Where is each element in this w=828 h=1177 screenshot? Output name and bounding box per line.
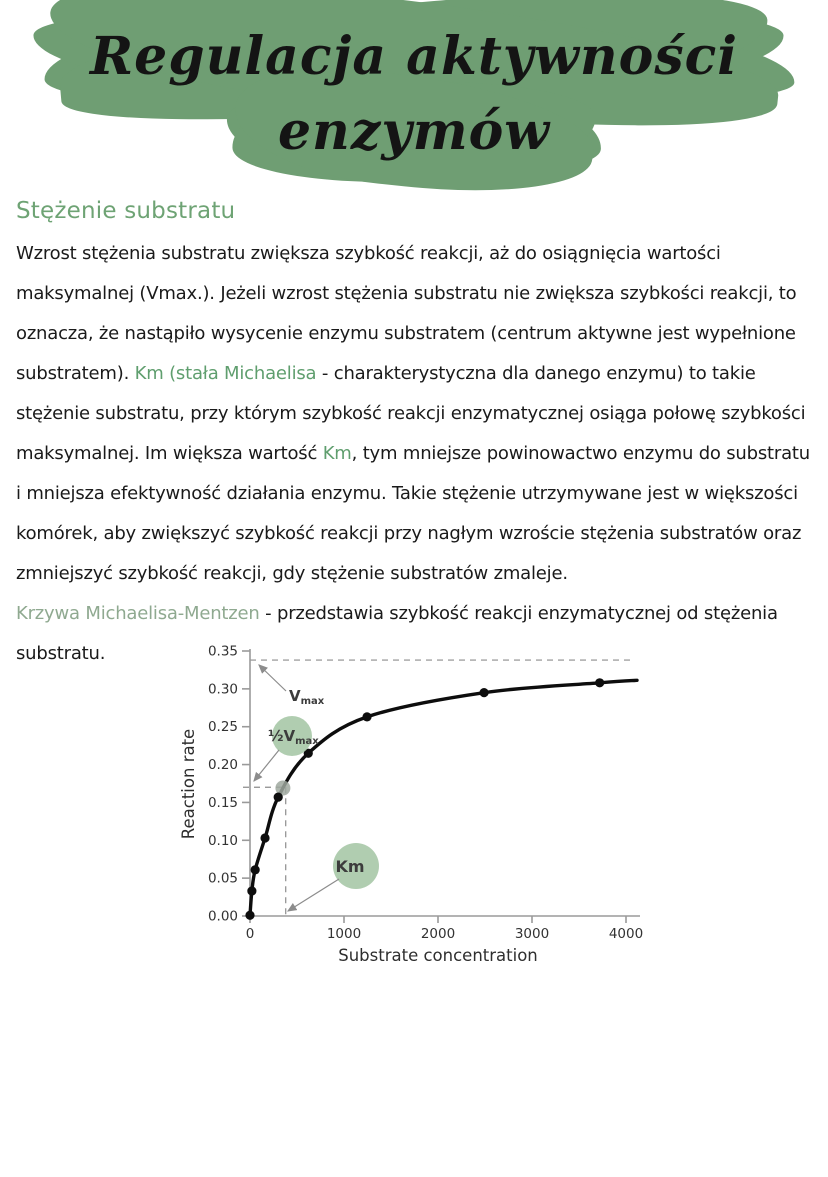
svg-text:0.20: 0.20 xyxy=(207,757,238,774)
half_vmax-label: $\frac{1}{2}V_{max}$ xyxy=(268,727,319,747)
data-point xyxy=(245,911,254,920)
svg-text:2000: 2000 xyxy=(420,926,456,942)
text-segment: Km xyxy=(322,443,352,464)
svg-text:3000: 3000 xyxy=(514,926,550,942)
text-segment: - przedstawia szybkość reakcji enzymatycznej od stężenia substratu. xyxy=(16,603,778,664)
chart-svg xyxy=(180,639,650,969)
vmax-arrow xyxy=(259,665,286,691)
svg-text:0.35: 0.35 xyxy=(207,643,238,660)
y-axis-label: Reaction rate xyxy=(180,728,198,840)
notes-page xyxy=(0,6,828,1177)
text-segment: Km (stała Michaelisa xyxy=(134,363,317,384)
data-point xyxy=(362,712,371,721)
section-heading: Stężenie substratu xyxy=(16,198,236,224)
svg-text:0.25: 0.25 xyxy=(207,719,238,736)
svg-text:1000: 1000 xyxy=(326,926,362,942)
data-point xyxy=(479,688,488,697)
svg-text:0: 0 xyxy=(245,926,255,942)
page-title xyxy=(0,6,828,182)
text-segment: - charakterystyczna dla danego enzymu) to takie stężenie substratu, przy którym szybkość reakcji enzymatycznej osiąga połowę szybkości maksymalnej. Im większa wartość xyxy=(16,363,806,464)
svg-text:0.15: 0.15 xyxy=(207,794,238,811)
title-line-2: enzymów xyxy=(277,101,551,162)
data-points xyxy=(245,678,604,920)
svg-text:0.05: 0.05 xyxy=(207,870,238,887)
title-line-1: Regulacja aktywności xyxy=(89,26,739,87)
half-vmax-arrow xyxy=(254,750,279,781)
data-point xyxy=(260,833,269,842)
svg-text:4000: 4000 xyxy=(608,926,644,942)
title-line-2-blob xyxy=(232,81,596,182)
data-point xyxy=(595,678,604,687)
text-segment: Krzywa Michaelisa-Mentzen xyxy=(16,603,260,624)
chart-axes xyxy=(208,644,643,943)
notes-content xyxy=(16,198,814,674)
reaction-curve xyxy=(250,680,637,915)
km-label: Km xyxy=(335,857,365,876)
vmax-label: $V_{max}$ xyxy=(289,687,325,707)
svg-text:0.10: 0.10 xyxy=(207,832,238,849)
michaelis-menten-chart xyxy=(180,639,650,973)
x-axis-label: Substrate concentration xyxy=(338,946,538,965)
substrate-paragraph xyxy=(16,234,814,594)
data-point xyxy=(251,865,260,874)
text-segment: Wzrost stężenia substratu zwiększa szybkość reakcji, aż do osiągnięcia wartości maksymalnej (Vmax.). Jeżeli wzrost stężenia substratu nie zwiększa szybkości reakcji, to oznacza, że nastąpiło wysycenie enzymu substratem (centrum aktywne jest wypełnione substratem). xyxy=(16,243,797,384)
text-segment: , tym mniejsze powinowactwo enzymu do substratu i mniejsza efektywność działania enzymu. Takie stężenie utrzymywane jest w większości komórek, aby zwiększyć szybkość reakcji przy nagłym wzroście stężenia substratów oraz zmniejszyć szybkość reakcji, gdy stężenie substratów zmaleje. xyxy=(16,443,811,584)
data-point xyxy=(274,793,283,802)
km-arrow xyxy=(288,879,339,911)
svg-text:0.30: 0.30 xyxy=(207,681,238,698)
chart-annotations xyxy=(254,665,379,911)
svg-text:0.00: 0.00 xyxy=(207,908,238,925)
data-point xyxy=(247,886,256,895)
